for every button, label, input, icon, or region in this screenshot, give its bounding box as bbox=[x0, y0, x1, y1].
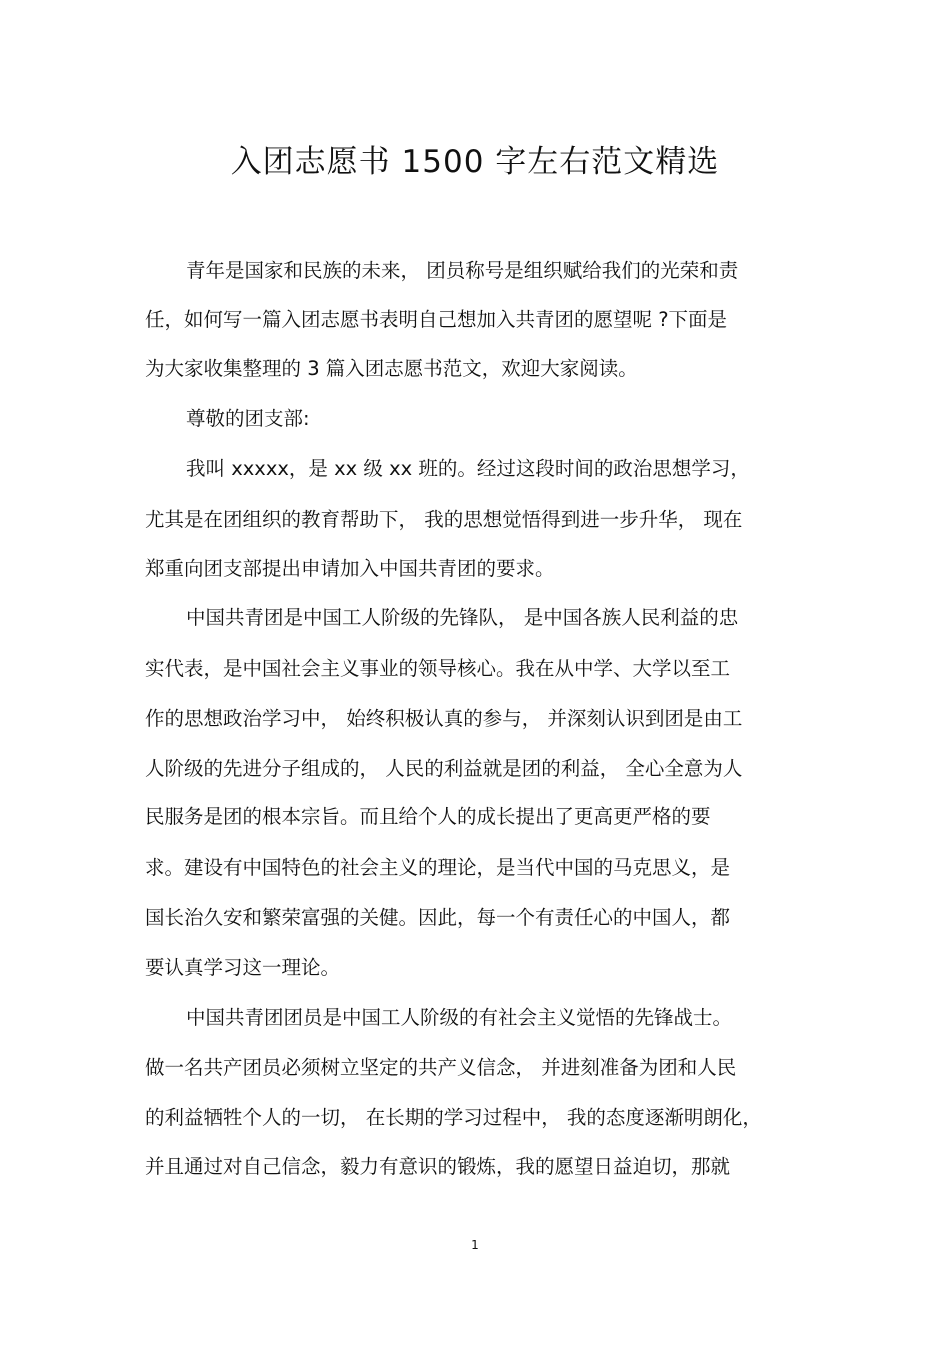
text-line: 中国共青团团员是中国工人阶级的有社会主义觉悟的先锋战士。 bbox=[186, 1006, 733, 1029]
text-line: 民服务是团的根本宗旨。而且给个人的成长提出了更高更严格的要 bbox=[145, 805, 711, 828]
page-number: 1 bbox=[471, 1238, 479, 1252]
text-line: 青年是国家和民族的未来， 团员称号是组织赋给我们的光荣和责 bbox=[186, 259, 739, 282]
text-line: 为大家收集整理的 3 篇入团志愿书范文，欢迎大家阅读。 bbox=[145, 357, 638, 380]
text-line: 人阶级的先进分子组成的， 人民的利益就是团的利益， 全心全意为人 bbox=[145, 757, 743, 780]
text-line: 我叫 xxxxx，是 xx 级 xx 班的。经过这段时间的政治思想学习， bbox=[186, 457, 750, 480]
text-line: 的利益牺牲个人的一切， 在长期的学习过程中， 我的态度逐渐明朗化， bbox=[145, 1106, 762, 1129]
text-line: 作的思想政治学习中， 始终积极认真的参与， 并深刻认识到团是由工 bbox=[145, 707, 743, 730]
text-line: 尤其是在团组织的教育帮助下， 我的思想觉悟得到进一步升华， 现在 bbox=[145, 508, 743, 531]
text-line: 任，如何写一篇入团志愿书表明自己想加入共青团的愿望呢 ?下面是 bbox=[145, 308, 728, 331]
text-line: 并且通过对自己信念，毅力有意识的锻炼，我的愿望日益迫切，那就 bbox=[145, 1155, 731, 1178]
text-line: 郑重向团支部提出申请加入中国共青团的要求。 bbox=[145, 557, 555, 580]
text-line: 国长治久安和繁荣富强的关健。因此，每一个有责任心的中国人，都 bbox=[145, 906, 731, 929]
text-line: 求。建设有中国特色的社会主义的理论，是当代中国的马克思义，是 bbox=[145, 856, 731, 879]
document-title: 入团志愿书 1500 字左右范文精选 bbox=[230, 144, 720, 180]
text-line: 实代表，是中国社会主义事业的领导核心。我在从中学、大学以至工 bbox=[145, 657, 731, 680]
text-line: 做一名共产团员必须树立坚定的共产义信念， 并进刻准备为团和人民 bbox=[145, 1056, 737, 1079]
text-line: 中国共青团是中国工人阶级的先锋队， 是中国各族人民利益的忠 bbox=[186, 606, 739, 629]
text-line: 要认真学习这一理论。 bbox=[145, 956, 341, 979]
salutation: 尊敬的团支部: bbox=[186, 407, 310, 430]
